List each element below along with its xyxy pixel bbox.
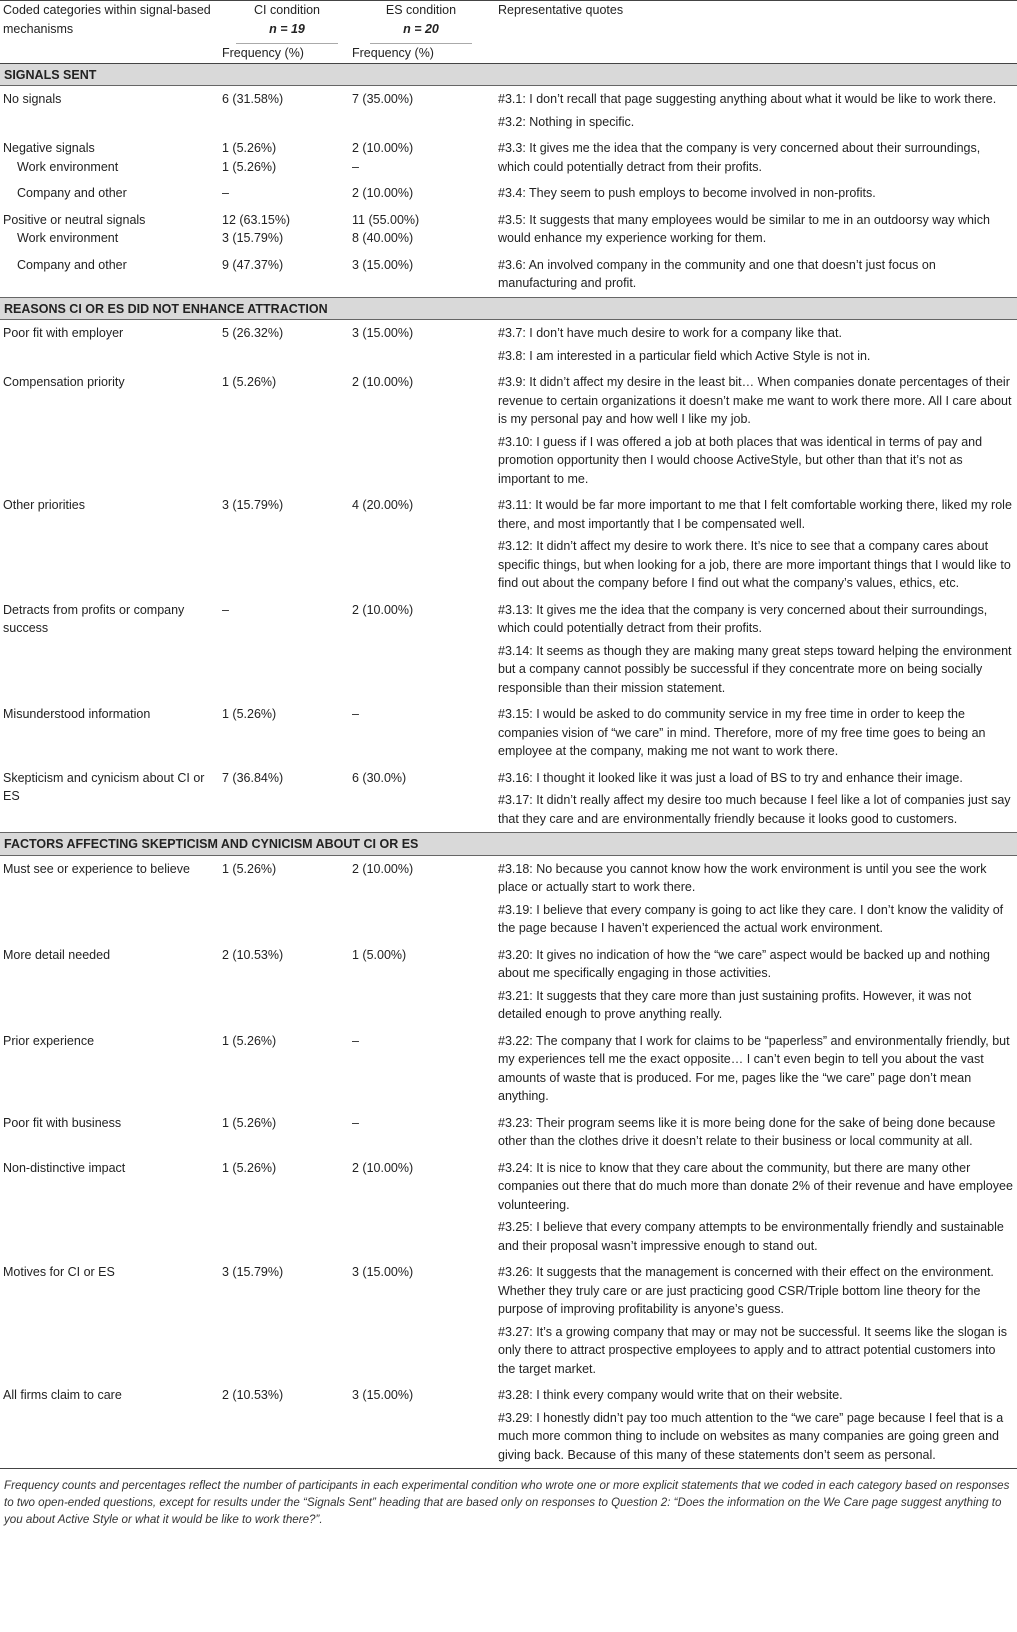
category-cell — [0, 492, 222, 597]
quote: #3.9: It didn’t affect my desire in the least bit… When companies donate percentages of their revenue to certain organizations it doesn’t make me want to work there more. All I care about is my personal pay and how well I like my job. — [498, 375, 1012, 426]
ci-frequency-cell — [222, 320, 352, 370]
es-frequency-cell — [352, 369, 490, 492]
category-label: Negative signals — [3, 141, 95, 155]
ci-frequency-cell — [222, 252, 352, 298]
quote: #3.22: The company that I work for claims to be “paperless” and environmentally friendly, but my experiences tell me the exact opposite… I can’t even begin to tell you about the vast amounts of waste that is produced. For me, pages like the “we care” page don’t mean anything. — [498, 1033, 1010, 1103]
table-row — [0, 1155, 1017, 1260]
header-es-frequency: Frequency (%) — [352, 44, 490, 63]
header-es-title: ES condition — [385, 3, 457, 17]
table-row — [0, 597, 1017, 702]
es-frequency-cell — [352, 855, 490, 942]
ci-frequency: 1 (5.26%) — [222, 707, 277, 721]
quotes-cell — [490, 320, 1017, 370]
category-label: Compensation priority — [3, 375, 125, 389]
es-frequency: 3 (15.00%) — [352, 1388, 414, 1402]
ci-frequency: 1 (5.26%) — [222, 1160, 277, 1175]
quote: #3.26: It suggests that the management is concerned with their effect on the environment. Whether they truly care or are just practicing good CSR/Triple bottom line theory for the purpose of improving profitability is anyone’s guess. — [498, 1265, 994, 1316]
es-frequency-cell — [352, 1259, 490, 1382]
quotes-cell — [490, 942, 1017, 1028]
ci-frequency-cell — [222, 369, 352, 492]
es-frequency-cell — [352, 320, 490, 370]
quote: #3.16: I thought it looked like it was just a load of BS to try and enhance their image. — [498, 770, 963, 785]
quote: #3.28: I think every company would write that on their website. — [498, 1388, 843, 1402]
es-frequency: 1 (5.00%) — [352, 947, 407, 962]
category-cell — [0, 855, 222, 942]
category-label: More detail needed — [3, 947, 111, 962]
quotes-cell — [490, 86, 1017, 136]
quote: #3.7: I don’t have much desire to work for a company like that. — [498, 326, 842, 340]
quotes-cell — [490, 1259, 1017, 1382]
quote: #3.3: It gives me the idea that the company is very concerned about their surroundings, which could potentially detract from their profits. — [498, 141, 981, 174]
quote: #3.20: It gives no indication of how the “we care” aspect would be backed up and nothing about me specifically engaging in those activities. — [498, 947, 990, 980]
quote: #3.13: It gives me the idea that the company is very concerned about their surroundings, which could potentially detract from their profits. — [498, 602, 988, 635]
es-frequency: – — [352, 1115, 359, 1130]
category-cell — [0, 320, 222, 370]
category-label: Poor fit with employer — [3, 326, 124, 340]
es-frequency-cell — [352, 1028, 490, 1110]
ci-frequency-cell — [222, 135, 352, 180]
es-frequency: 11 (55.00%) — [352, 212, 420, 227]
table-row — [0, 86, 1017, 136]
es-frequency: 3 (15.00%) — [352, 1265, 414, 1279]
quotes-cell — [490, 701, 1017, 765]
header-categories: Coded categories within signal-based mechanisms — [3, 3, 211, 36]
es-frequency: 2 (10.00%) — [352, 861, 414, 876]
quote: #3.10: I guess if I was offered a job at both places that was identical in terms of pay and promotion opportunity then I would choose ActiveStyle, but other than that it’s not as important to me. — [498, 434, 983, 486]
es-frequency-cell — [352, 597, 490, 702]
header-ci — [222, 1, 352, 45]
category-label: No signals — [3, 92, 62, 106]
category-label: Prior experience — [3, 1033, 95, 1048]
section-header-row — [0, 63, 1017, 86]
category-cell — [0, 135, 222, 180]
es-frequency-cell — [352, 180, 490, 207]
quote: #3.15: I would be asked to do community service in my free time in order to keep the companies vision of “we care” in mind. Therefore, more of my free time goes to being an employee at the company, making me not want to work there. — [498, 707, 986, 758]
ci-frequency-cell — [222, 942, 352, 1028]
ci-frequency: – — [222, 186, 229, 200]
quotes-cell — [490, 492, 1017, 597]
ci-frequency: 7 (36.84%) — [222, 770, 284, 785]
es-frequency-cell — [352, 1155, 490, 1260]
es-frequency: 2 (10.00%) — [352, 186, 414, 200]
quotes-cell — [490, 1155, 1017, 1260]
category-cell — [0, 1155, 222, 1260]
quotes-cell — [490, 1028, 1017, 1110]
es-frequency: 6 (30.0%) — [352, 770, 407, 785]
es-frequency: 7 (35.00%) — [352, 92, 414, 106]
ci-frequency-cell — [222, 207, 352, 252]
quote: #3.25: I believe that every company attempts to be environmentally friendly and sustainable and their proposal wasn’t impressive enough to stand out. — [498, 1220, 1004, 1253]
ci-frequency-cell — [222, 597, 352, 702]
quotes-cell — [490, 207, 1017, 252]
es-frequency: 2 (10.00%) — [352, 602, 414, 617]
category-cell — [0, 942, 222, 1028]
quote: #3.23: Their program seems like it is more being done for the sake of being done because other than the clothes drive it doesn’t relate to their business or local community at all. — [498, 1115, 996, 1148]
ci-frequency: 9 (47.37%) — [222, 257, 284, 272]
category-label: All firms claim to care — [3, 1388, 122, 1402]
es-frequency-cell — [352, 207, 490, 252]
ci-frequency: 1 (5.26%) — [222, 1115, 277, 1130]
ci-frequency-cell — [222, 180, 352, 207]
category-cell — [0, 207, 222, 252]
quote: #3.17: It didn’t really affect my desire too much because I feel like a lot of companies just say that they care and are environmentally friendly because it looks good to customers. — [498, 793, 1011, 826]
category-label: Poor fit with business — [3, 1115, 122, 1130]
quotes-cell — [490, 597, 1017, 702]
ci-frequency: 1 (5.26%) — [222, 141, 277, 155]
category-label: Other priorities — [3, 498, 85, 512]
category-label: Must see or experience to believe — [3, 861, 190, 876]
header-ci-title: CI condition — [253, 3, 320, 17]
es-frequency-cell — [352, 701, 490, 765]
ci-frequency: 2 (10.53%) — [222, 1388, 284, 1402]
table-row — [0, 1259, 1017, 1382]
es-frequency-cell — [352, 1382, 490, 1469]
table-row — [0, 1028, 1017, 1110]
es-frequency-cell — [352, 942, 490, 1028]
table-row — [0, 701, 1017, 765]
ci-frequency-cell — [222, 1028, 352, 1110]
quote: #3.2: Nothing in specific. — [498, 114, 635, 129]
es-frequency: 2 (10.00%) — [352, 375, 414, 389]
quote: #3.21: It suggests that they care more than just sustaining profits. However, it was not detailed enough to prove anything really. — [498, 988, 972, 1021]
header-row — [0, 1, 1017, 45]
quote: #3.1: I don’t recall that page suggesting anything about what it would be like to work there. — [498, 92, 997, 106]
table-row — [0, 369, 1017, 492]
table-row — [0, 320, 1017, 370]
section-title: REASONS CI OR ES DID NOT ENHANCE ATTRACTION — [0, 297, 1017, 320]
ci-frequency: 6 (31.58%) — [222, 92, 284, 106]
es-frequency-cell — [352, 252, 490, 298]
header-ci-frequency: Frequency (%) — [222, 44, 352, 63]
ci-frequency-cell — [222, 86, 352, 136]
category-cell — [0, 1028, 222, 1110]
ci-frequency: 1 (5.26%) — [222, 1033, 277, 1048]
category-cell — [0, 765, 222, 833]
quotes-cell — [490, 1382, 1017, 1469]
quotes-cell — [490, 765, 1017, 833]
category-label: Work environment — [17, 231, 119, 245]
category-label: Skepticism and cynicism about CI or ES — [3, 770, 205, 803]
quotes-cell — [490, 855, 1017, 942]
es-frequency-cell — [352, 1110, 490, 1155]
es-frequency: 3 (15.00%) — [352, 257, 414, 272]
es-frequency: – — [352, 159, 359, 174]
ci-frequency: 3 (15.79%) — [222, 1265, 284, 1279]
table-body — [0, 63, 1017, 1469]
ci-frequency-cell — [222, 1155, 352, 1260]
header-ci-n: n = 19 — [269, 21, 305, 36]
ci-frequency: 2 (10.53%) — [222, 947, 284, 962]
category-cell — [0, 369, 222, 492]
table-row — [0, 135, 1017, 180]
quote: #3.29: I honestly didn’t pay too much attention to the “we care” page because I feel that is a much more common thing to include on websites as many companies are going green and giving back. Because of this many of these statements don’t seem as personal. — [498, 1410, 1004, 1462]
ci-frequency: – — [222, 602, 229, 617]
category-label: Work environment — [17, 159, 119, 174]
quote: #3.18: No because you cannot know how the work environment is until you see the work place or actually start to work there. — [498, 861, 987, 894]
es-frequency-cell — [352, 86, 490, 136]
section-header-row — [0, 833, 1017, 856]
section-header-row — [0, 297, 1017, 320]
ci-frequency-cell — [222, 765, 352, 833]
es-frequency: – — [352, 707, 359, 721]
es-frequency-cell — [352, 765, 490, 833]
table-row — [0, 765, 1017, 833]
header-es — [352, 1, 490, 45]
ci-frequency-cell — [222, 701, 352, 765]
es-frequency: 4 (20.00%) — [352, 498, 414, 512]
ci-frequency-cell — [222, 492, 352, 597]
table-row — [0, 180, 1017, 207]
table-footnote: Frequency counts and percentages reflect the number of participants in each experimental condition who wrote one or more explicit statements that we coded in each category based on responses to two open-ended questions, except for results under the “Signals Sent” heading that are based only on responses to Question 2: “Does the information on the We Care page suggest anything to you about Active Style or what it would be like to work there?”. — [4, 1479, 1010, 1526]
quote: #3.24: It is nice to know that they care about the community, but there are many other companies out there that do much more than donate 2% of their revenue and have employee volunteering. — [498, 1160, 1013, 1212]
quotes-cell — [490, 180, 1017, 207]
es-frequency: 8 (40.00%) — [352, 231, 414, 245]
ci-frequency-cell — [222, 1259, 352, 1382]
quote: #3.14: It seems as though they are making many great steps toward helping the environment but a company cannot possibly be successful if they concentrate more on being socially responsible than their mission statement. — [498, 643, 1012, 695]
category-cell — [0, 701, 222, 765]
category-cell — [0, 1110, 222, 1155]
category-label: Positive or neutral signals — [3, 212, 146, 227]
es-frequency-cell — [352, 492, 490, 597]
table-row — [0, 1110, 1017, 1155]
ci-frequency: 12 (63.15%) — [222, 212, 291, 227]
quotes-cell — [490, 252, 1017, 298]
quote: #3.6: An involved company in the community and one that doesn’t just focus on manufacturing and profit. — [498, 257, 936, 290]
ci-frequency: 1 (5.26%) — [222, 159, 277, 174]
quote: #3.4: They seem to push employs to become involved in non-profits. — [498, 186, 876, 200]
table-row — [0, 492, 1017, 597]
table-row — [0, 942, 1017, 1028]
category-label: Motives for CI or ES — [3, 1265, 115, 1279]
table-row — [0, 855, 1017, 942]
quotes-cell — [490, 369, 1017, 492]
category-label: Detracts from profits or company success — [3, 602, 185, 635]
ci-frequency: 5 (26.32%) — [222, 326, 284, 340]
ci-frequency: 1 (5.26%) — [222, 375, 277, 389]
quote: #3.11: It would be far more important to me that I felt comfortable working there, liked my role there, and most importantly that I be compensated well. — [498, 498, 1012, 531]
es-frequency: – — [352, 1033, 359, 1048]
quote: #3.19: I believe that every company is going to act like they care. I don’t know the validity of the page because I haven’t experienced the actual work environment. — [498, 902, 1004, 935]
category-cell — [0, 1382, 222, 1469]
quote: #3.8: I am interested in a particular field which Active Style is not in. — [498, 348, 871, 363]
header-frequency-row — [0, 44, 1017, 63]
category-label: Misunderstood information — [3, 707, 151, 721]
table-row — [0, 252, 1017, 298]
ci-frequency: 3 (15.79%) — [222, 231, 284, 245]
header-quotes: Representative quotes — [498, 3, 624, 17]
es-frequency: 3 (15.00%) — [352, 326, 414, 340]
ci-frequency: 1 (5.26%) — [222, 861, 277, 876]
table-row — [0, 207, 1017, 252]
quote: #3.5: It suggests that many employees would be similar to me in an outdoorsy way which would enhance my experience working for them. — [498, 212, 990, 245]
ci-frequency-cell — [222, 1382, 352, 1469]
category-label: Company and other — [17, 257, 127, 272]
es-frequency: 2 (10.00%) — [352, 141, 414, 155]
ci-frequency-cell — [222, 855, 352, 942]
section-title: FACTORS AFFECTING SKEPTICISM AND CYNICISM ABOUT CI OR ES — [0, 833, 1017, 856]
header-es-n: n = 20 — [403, 21, 439, 36]
category-cell — [0, 252, 222, 298]
section-title: SIGNALS SENT — [0, 63, 1017, 86]
ci-frequency-cell — [222, 1110, 352, 1155]
category-label: Non-distinctive impact — [3, 1160, 126, 1175]
quotes-cell — [490, 1110, 1017, 1155]
es-frequency: 2 (10.00%) — [352, 1160, 414, 1175]
category-cell — [0, 597, 222, 702]
table-row — [0, 1382, 1017, 1469]
category-cell — [0, 1259, 222, 1382]
quote: #3.12: It didn’t affect my desire to work there. It’s nice to see that a company cares about specific things, but when looking for a job, there are more important things that I would like to find out about the company before I find out what the company’s values, ethics, etc. — [498, 539, 1011, 590]
quotes-cell — [490, 135, 1017, 180]
quote: #3.27: It’s a growing company that may or may not be successful. It seems like the slogan is only there to attract prospective employees to apply and to attract potential customers into the target market. — [498, 1324, 1008, 1376]
ci-frequency: 3 (15.79%) — [222, 498, 284, 512]
category-cell — [0, 86, 222, 136]
category-cell — [0, 180, 222, 207]
category-label: Company and other — [17, 186, 127, 200]
es-frequency-cell — [352, 135, 490, 180]
